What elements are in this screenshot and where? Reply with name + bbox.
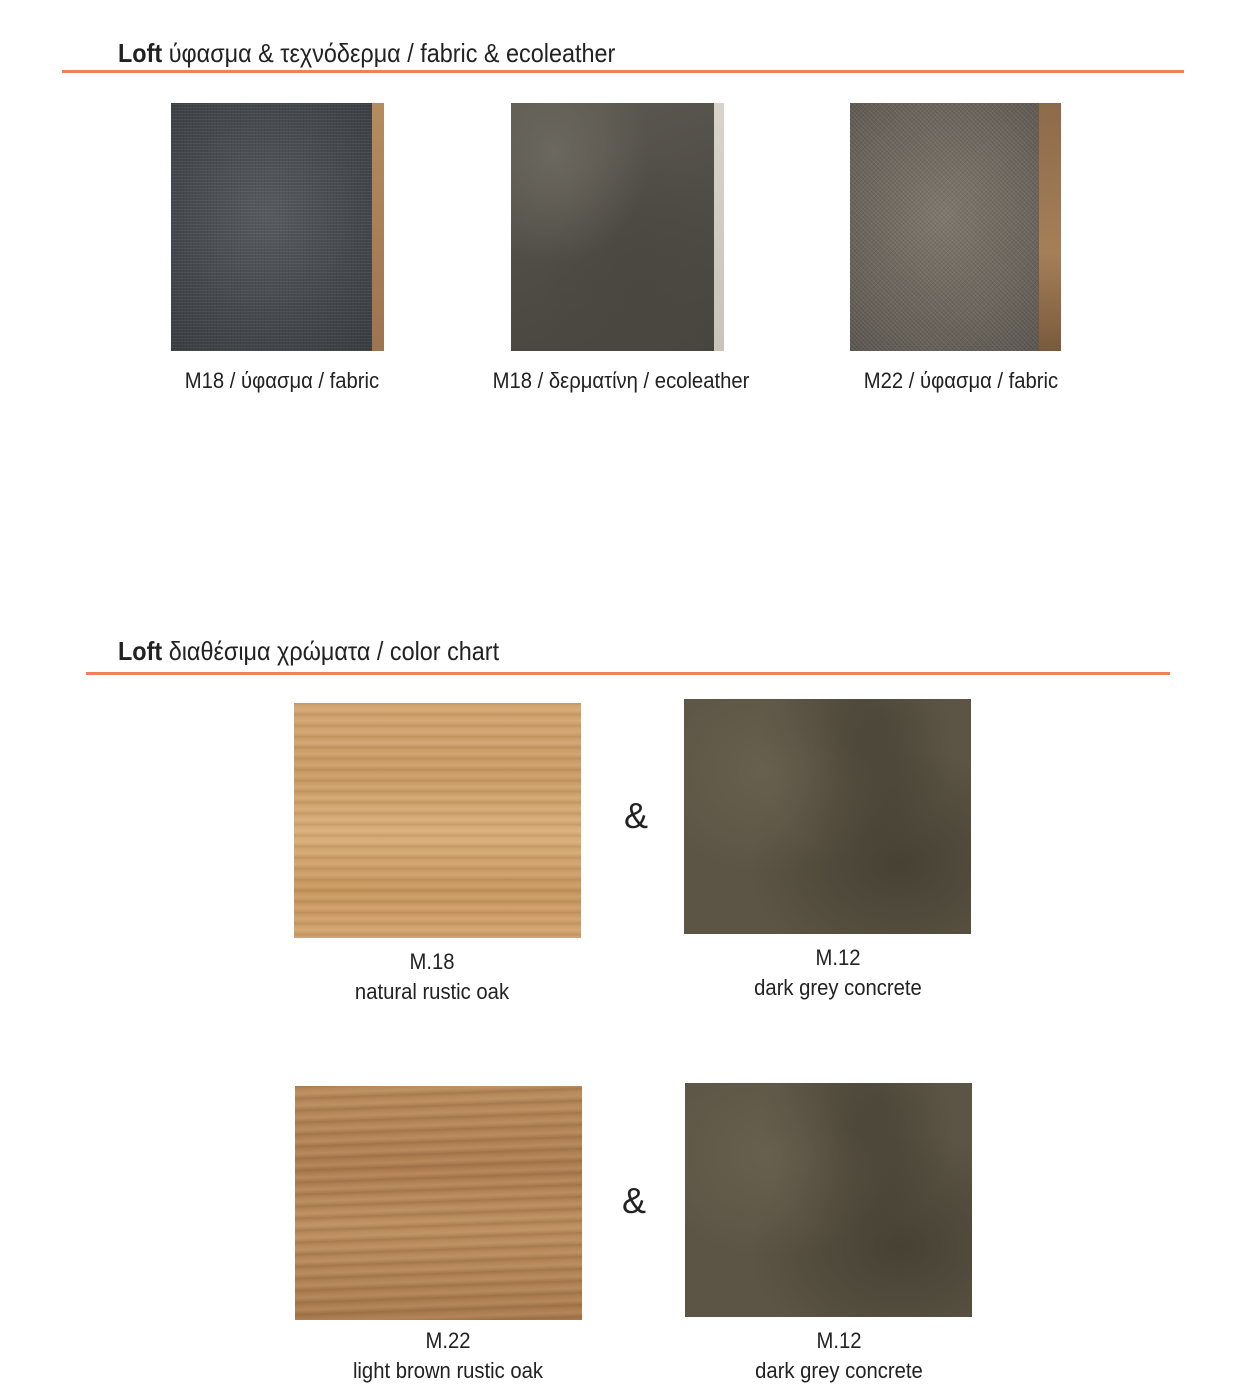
fabric-section-divider [62,70,1184,73]
ecoleather-texture [511,103,724,351]
fabric-label-m22-fabric: M22 / ύφασμα / fabric [863,368,1059,393]
swatch-name: dark grey concrete [754,975,922,1000]
color-section-title-text: διαθέσιμα χρώματα / color chart [168,636,500,666]
fabric-section-title-text: ύφασμα & τεχνόδερμα / fabric & ecoleather [168,38,616,68]
wood-frame-edge [1039,103,1061,351]
fabric-section-title-bold: Loft [118,38,163,68]
fabric-texture [850,103,1061,351]
swatch-code: M.18 [409,949,455,974]
fabric-swatch-m22-fabric [850,103,1061,351]
wood-frame-edge [372,103,384,351]
swatch-code: M.12 [815,945,861,970]
swatch-dark-grey-concrete [684,699,971,934]
swatch-caption-m12 [738,1326,940,1386]
swatch-name: light brown rustic oak [352,1358,544,1383]
combination-ampersand: & [622,1180,647,1221]
fabric-texture [171,103,384,351]
swatch-dark-grey-concrete [685,1083,972,1317]
swatch-caption-m22 [328,1326,567,1386]
color-section-title-bold: Loft [118,636,163,666]
swatch-code: M.12 [816,1328,862,1353]
swatch-code: M.22 [425,1328,471,1353]
combination-ampersand: & [624,795,649,836]
color-section-title [118,636,499,667]
swatch-light-brown-rustic-oak [295,1086,582,1320]
swatch-name: dark grey concrete [755,1358,923,1383]
swatch-caption-m18 [340,947,524,1007]
wall-edge [714,103,724,351]
fabric-label-m18-fabric: M18 / ύφασμα / fabric [184,368,380,393]
fabric-swatch-m18-fabric [171,103,384,351]
fabric-swatch-m18-ecoleather [511,103,724,351]
fabric-section-title [118,38,615,69]
swatch-caption-m12 [737,943,939,1003]
color-section-divider [86,672,1170,675]
swatch-natural-rustic-oak [294,703,581,938]
fabric-label-m18-ecoleather: M18 / δερματίνη / ecoleather [492,368,750,393]
swatch-name: natural rustic oak [354,979,510,1004]
